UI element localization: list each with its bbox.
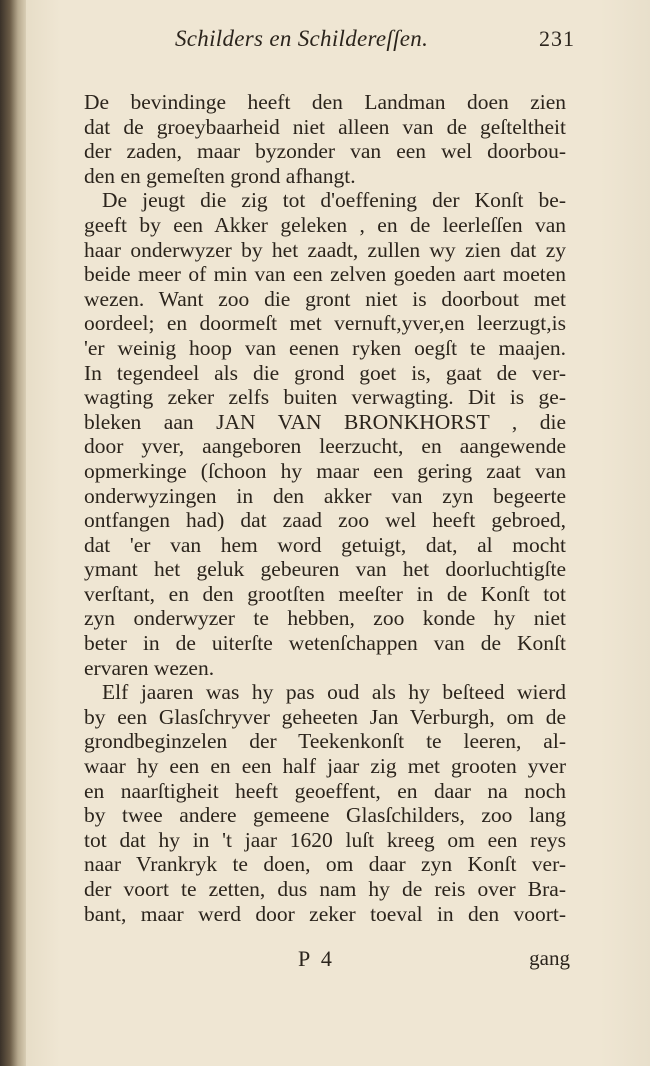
text-line: De bevindinge heeft den Landman doen zien [84, 90, 566, 114]
text-line: bant, maar werd door zeker toeval in den voort- [84, 901, 566, 926]
text-line: wezen. Want zoo die gront niet is doorbout met [84, 286, 566, 311]
page-header [175, 26, 575, 60]
text-line: naar Vrankryk te doen, om daar zyn Konſt ver- [84, 852, 566, 877]
text-line: bleken aan JAN VAN BRONKHORST , die [84, 409, 566, 434]
body-text [84, 90, 566, 926]
text-line: beide meer of min van een zelven goeden aart moeten [84, 262, 566, 287]
text-line: ymant het geluk gebeuren van het doorluchtigſte [84, 557, 566, 582]
text-line: waar hy een en een half jaar zig met grooten yver [84, 754, 566, 779]
running-title: Schilders en Schildereſſen. [175, 26, 429, 51]
text-line: onderwyzingen in den akker van zyn begeerte [84, 483, 566, 508]
text-line: oordeel; en doormeſt met vernuft,yver,en leerzugt,is [84, 311, 566, 336]
text-line: grondbeginzelen der Teekenkonſt te leeren, al- [84, 729, 566, 754]
text-line: by een Glasſchryver geheeten Jan Verburgh, om de [84, 704, 566, 729]
text-line: haar onderwyzer by het zaadt, zullen wy zien dat zy [84, 237, 566, 262]
text-line: De jeugt die zig tot d'oeffening der Konſt be- [102, 188, 566, 213]
page-number: 231 [539, 26, 575, 51]
text-line: en naarſtigheit heeft geoeffent, en daar na noch [84, 778, 566, 803]
text-line: geeft by een Akker geleken , en de leerleſſen van [84, 212, 566, 237]
text-line: ontfangen had) dat zaad zoo wel heeft gebroed, [84, 508, 566, 533]
catchword: gang [529, 946, 570, 970]
text-line: Elf jaaren was hy pas oud als hy beſteed wierd [102, 680, 566, 705]
text-line: door yver, aangeboren leerzucht, en aangewende [84, 434, 566, 459]
text-line: tot dat hy in 't jaar 1620 luſt kreeg om een reys [84, 827, 566, 852]
text-line: verſtant, en den grootſten meeſter in de Konſt tot [84, 581, 566, 606]
text-line: der voort te zetten, dus nam hy de reis over Bra- [84, 877, 566, 901]
text-line: wagting zeker zelfs buiten verwagting. Dit is ge- [84, 385, 566, 410]
text-line: dat de groeybaarheid niet alleen van de geſteltheit [84, 114, 566, 139]
text-line: zyn onderwyzer te hebben, zoo konde hy niet [84, 606, 566, 631]
book-gutter [0, 0, 26, 1066]
text-line: ervaren wezen. [84, 655, 215, 680]
text-line: In tegendeel als die grond goet is, gaat de ver- [84, 360, 566, 385]
page-footer [84, 946, 570, 976]
text-line: opmerkinge (ſchoon hy maar een gering zaat van [84, 458, 566, 483]
text-line: den en gemeſten grond afhangt. [84, 163, 356, 188]
text-line: beter in de uiterſte wetenſchappen van de Konſt [84, 631, 566, 656]
text-line: by twee andere gemeene Glasſchilders, zoo lang [84, 803, 566, 828]
text-line: 'er weinig hoop van eenen ryken oegſt te maajen. [84, 335, 566, 360]
text-line: dat 'er van hem word getuigt, dat, al mocht [84, 532, 566, 557]
text-line: der zaden, maar byzonder van een wel doorbou- [84, 139, 566, 164]
signature-mark: P 4 [298, 946, 335, 971]
